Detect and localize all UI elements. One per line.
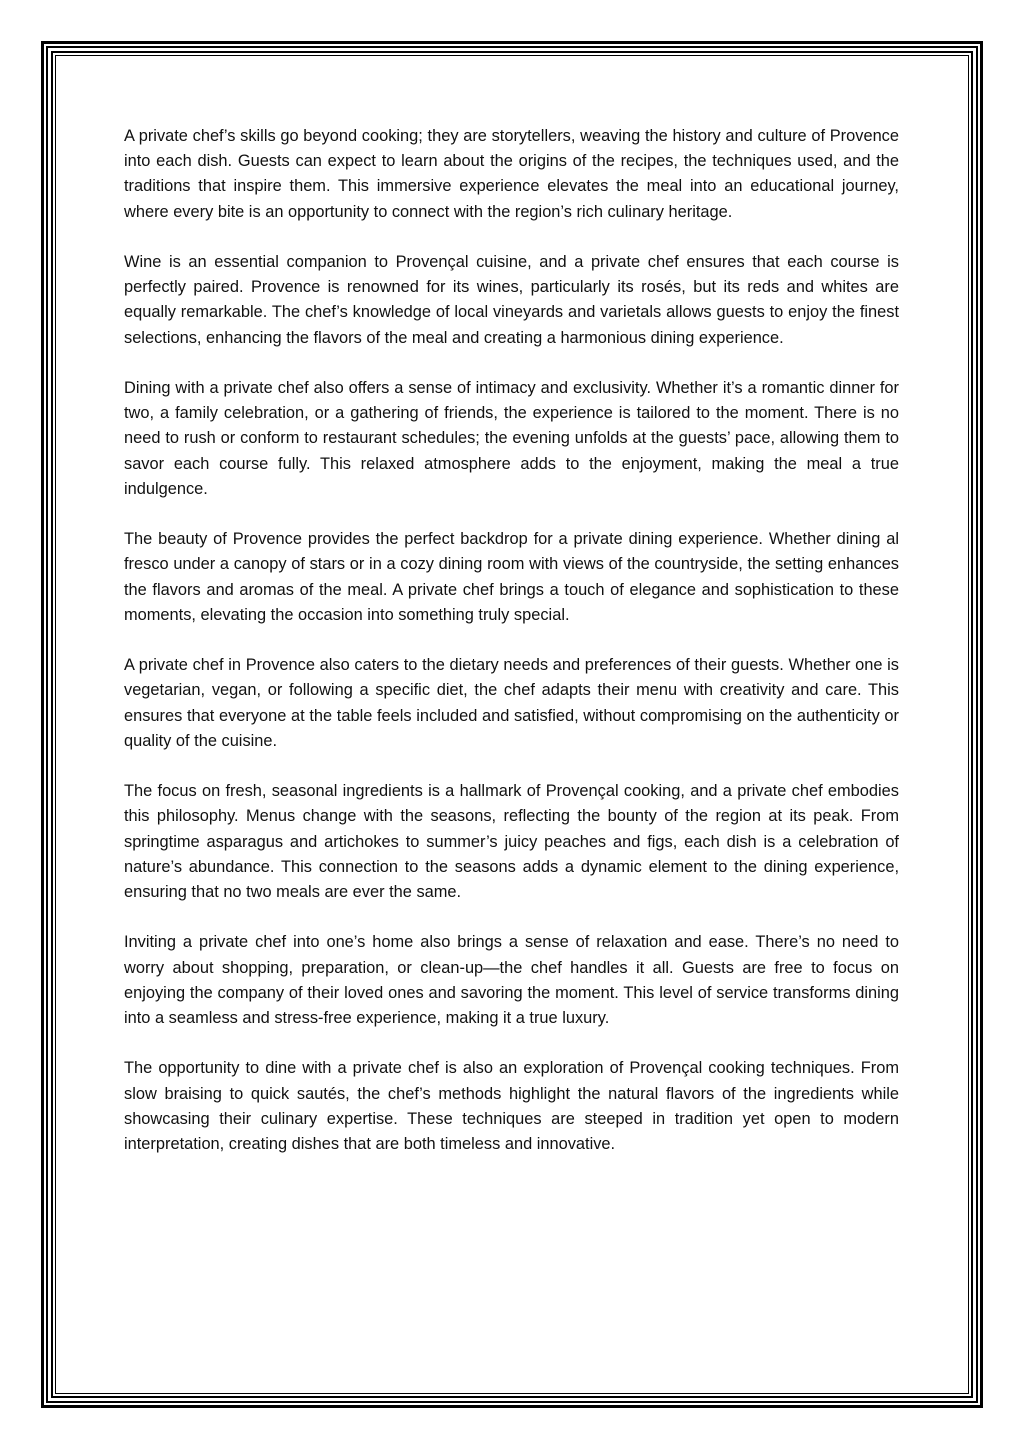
- paragraph-2: Wine is an essential companion to Provençal cuisine, and a private chef ensures that each course is perfectly paired. Provence is renowned for its wines, particularly its rosés, but its reds and whites are equally remarkable. The chef’s knowledge of local vineyards and varietals allows guests to enjoy the finest selections, enhancing the flavors of the meal and creating a harmonious dining experience.: [124, 253, 899, 347]
- paragraph-4: The beauty of Provence provides the perfect backdrop for a private dining experience. Whether dining al fresco under a canopy of stars or in a cozy dining room with views of the countryside, the setting enhances the flavors and aromas of the meal. A private chef brings a touch of elegance and sophistication to these moments, elevating the occasion into something truly special.: [124, 530, 899, 624]
- paragraph-1: A private chef’s skills go beyond cooking; they are storytellers, weaving the history and culture of Provence into each dish. Guests can expect to learn about the origins of the recipes, the techniques used, and the traditions that inspire them. This immersive experience elevates the meal into an educational journey, where every bite is an opportunity to connect with the region’s rich culinary heritage.: [124, 127, 899, 221]
- paragraph-7: Inviting a private chef into one’s home also brings a sense of relaxation and ease. There’s no need to worry about shopping, preparation, or clean-up—the chef handles it all. Guests are free to focus on enjoying the company of their loved ones and savoring the moment. This level of service transforms dining into a seamless and stress-free experience, making it a true luxury.: [124, 933, 899, 1028]
- paragraph-5: A private chef in Provence also caters to the dietary needs and preferences of their guests. Whether one is vegetarian, vegan, or following a specific diet, the chef adapts their menu with creativity and care. This ensures that everyone at the table feels included and satisfied, without compromising on the authenticity or quality of the cuisine.: [124, 656, 899, 750]
- document-body: [124, 124, 899, 1182]
- paragraph-8: The opportunity to dine with a private chef is also an exploration of Provençal cooking techniques. From slow braising to quick sautés, the chef’s methods highlight the natural flavors of the ingredients while showcasing their culinary expertise. These techniques are steeped in tradition yet open to modern interpretation, creating dishes that are both timeless and innovative.: [124, 1059, 899, 1154]
- paragraph-6: The focus on fresh, seasonal ingredients is a hallmark of Provençal cooking, and a private chef embodies this philosophy. Menus change with the seasons, reflecting the bounty of the region at its peak. From springtime asparagus and artichokes to summer’s juicy peaches and figs, each dish is a celebration of nature’s abundance. This connection to the seasons adds a dynamic element to the dining experience, ensuring that no two meals are ever the same.: [124, 782, 899, 902]
- paragraph-3: Dining with a private chef also offers a sense of intimacy and exclusivity. Whether it’s a romantic dinner for two, a family celebration, or a gathering of friends, the experience is tailored to the moment. There is no need to rush or conform to restaurant schedules; the evening unfolds at the guests’ pace, allowing them to savor each course fully. This relaxed atmosphere adds to the enjoyment, making the meal a true indulgence.: [124, 379, 899, 498]
